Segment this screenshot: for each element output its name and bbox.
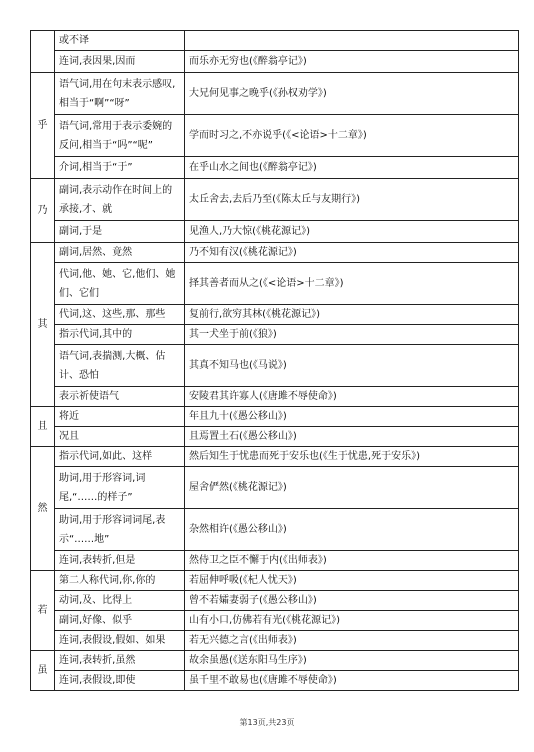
table-row (31, 387, 519, 407)
example-cell: 虽千里不敢易也(《唐雎不辱使命》) (185, 671, 519, 691)
table-row (31, 263, 519, 305)
headword-cell: 虽 (31, 651, 55, 691)
example-cell: 择其善者而从之(《<论语>十二章》) (185, 263, 519, 305)
example-cell (185, 31, 519, 51)
example-cell: 复前行,欲穷其林(《桃花源记》) (185, 305, 519, 325)
usage-cell: 动词,及、比得上 (55, 591, 185, 611)
usage-cell: 连词,表转折,虽然 (55, 651, 185, 671)
usage-cell: 代词,他、她、它,他们、她们、它们 (55, 263, 185, 305)
table-row (31, 651, 519, 671)
table-row (31, 115, 519, 157)
usage-cell: 或不译 (55, 31, 185, 51)
table-row (31, 551, 519, 571)
usage-cell: 语气词,用在句末表示感叹,相当于“啊”“呀” (55, 73, 185, 115)
example-cell: 若屈伸呼吸(《杞人忧天》) (185, 571, 519, 591)
page-number-footer: 第13页,共23页 (239, 718, 295, 727)
example-cell: 学而时习之,不亦说乎(《<论语>十二章》) (185, 115, 519, 157)
usage-cell: 连词,表因果,因而 (55, 51, 185, 73)
example-cell: 其一犬坐于前(《狼》) (185, 325, 519, 345)
table-row (31, 325, 519, 345)
usage-cell: 介词,相当于“于” (55, 157, 185, 179)
table-row (31, 221, 519, 243)
table-body (31, 31, 519, 691)
usage-cell: 副词,于是 (55, 221, 185, 243)
example-cell: 而乐亦无穷也(《醉翁亭记》) (185, 51, 519, 73)
example-cell: 安陵君其许寡人(《唐雎不辱使命》) (185, 387, 519, 407)
example-cell: 然后知生于忧患而死于安乐也(《生于忧患,死于安乐》) (185, 447, 519, 467)
usage-cell: 第二人称代词,你,你的 (55, 571, 185, 591)
example-cell: 乃不知有汉(《桃花源记》) (185, 243, 519, 263)
usage-cell: 语气词,表揣测,大概、估计、恐怕 (55, 345, 185, 387)
table-row (31, 671, 519, 691)
headword-cell (31, 31, 55, 73)
usage-cell: 代词,这、这些,那、那些 (55, 305, 185, 325)
usage-cell: 语气词,常用于表示委婉的反问,相当于“吗”“呢” (55, 115, 185, 157)
example-cell: 大兄何见事之晚乎(《孙权劝学》) (185, 73, 519, 115)
table-row (31, 305, 519, 325)
table-row (31, 407, 519, 427)
example-cell: 杂然相许(《愚公移山》) (185, 509, 519, 551)
usage-cell: 连词,表假设,假如、如果 (55, 631, 185, 651)
table-row (31, 243, 519, 263)
usage-cell: 指示代词,其中的 (55, 325, 185, 345)
headword-cell: 然 (31, 447, 55, 571)
table-row (31, 427, 519, 447)
table-row (31, 447, 519, 467)
example-cell: 屋舍俨然(《桃花源记》) (185, 467, 519, 509)
table-row (31, 467, 519, 509)
table-row (31, 157, 519, 179)
table-row (31, 73, 519, 115)
headword-cell: 且 (31, 407, 55, 447)
example-cell: 太丘舍去,去后乃至(《陈太丘与友期行》) (185, 179, 519, 221)
usage-cell: 连词,表转折,但是 (55, 551, 185, 571)
example-cell: 故余虽愚(《送东阳马生序》) (185, 651, 519, 671)
usage-cell: 副词,表示动作在时间上的承接,才、就 (55, 179, 185, 221)
headword-cell: 其 (31, 243, 55, 407)
usage-cell: 助词,用于形容词词尾,表示“……地” (55, 509, 185, 551)
table-row (31, 611, 519, 631)
headword-cell: 乎 (31, 73, 55, 179)
example-cell: 见渔人,乃大惊(《桃花源记》) (185, 221, 519, 243)
usage-cell: 表示祈使语气 (55, 387, 185, 407)
usage-cell: 助词,用于形容词,词尾,“……的样子” (55, 467, 185, 509)
headword-cell: 若 (31, 571, 55, 651)
table-row (31, 591, 519, 611)
example-cell: 曾不若孀妻弱子(《愚公移山》) (185, 591, 519, 611)
usage-cell: 连词,表假设,即使 (55, 671, 185, 691)
example-cell: 山有小口,仿佛若有光(《桃花源记》) (185, 611, 519, 631)
table-row (31, 571, 519, 591)
example-cell: 且焉置土石(《愚公移山》) (185, 427, 519, 447)
example-cell: 其真不知马也(《马说》) (185, 345, 519, 387)
usage-cell: 副词,好像、似乎 (55, 611, 185, 631)
table-row (31, 631, 519, 651)
usage-cell: 将近 (55, 407, 185, 427)
table-row (31, 509, 519, 551)
example-cell: 若无兴德之言(《出师表》) (185, 631, 519, 651)
table-row (31, 345, 519, 387)
example-cell: 在乎山水之间也(《醉翁亭记》) (185, 157, 519, 179)
table-row (31, 31, 519, 51)
table-row (31, 51, 519, 73)
table-row (31, 179, 519, 221)
usage-cell: 副词,居然、竟然 (55, 243, 185, 263)
headword-cell: 乃 (31, 179, 55, 243)
example-cell: 然侍卫之臣不懈于内(《出师表》) (185, 551, 519, 571)
classical-function-words-table (30, 30, 519, 691)
example-cell: 年且九十(《愚公移山》) (185, 407, 519, 427)
usage-cell: 指示代词,如此、这样 (55, 447, 185, 467)
usage-cell: 况且 (55, 427, 185, 447)
